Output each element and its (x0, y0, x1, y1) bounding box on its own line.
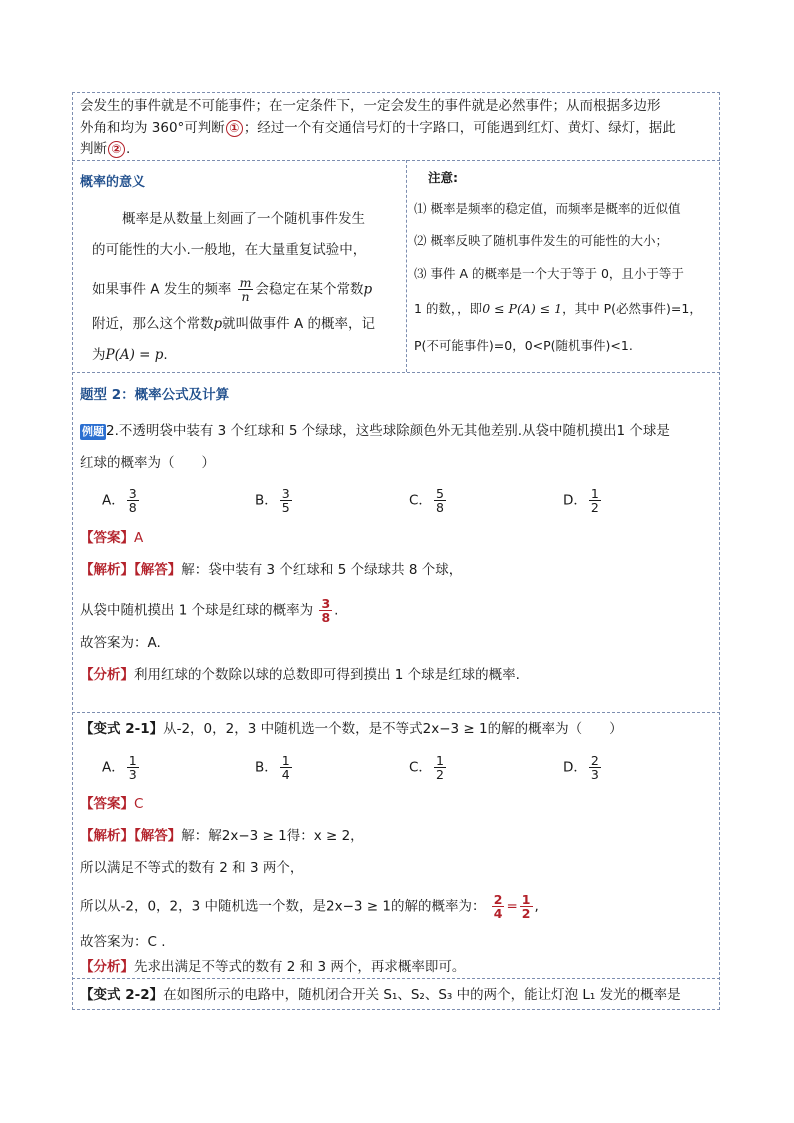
variant-2-1-fenxi: 【分析】先求出满足不等式的数有 2 和 3 两个，再求概率即可。 (80, 959, 466, 975)
variant-2-1-answer: 【答案】C (80, 796, 144, 812)
example-question-line-2: 红球的概率为（ ） (80, 455, 215, 471)
variant-2-1-solution-3: 所以从-2，0，2，3 中随机选一个数，是2x−3 ≥ 1的解的概率为： $\frac{2}{4}$ = $\frac{1}{2}$ , (80, 892, 539, 921)
variant-2-1-option-a: A． $\frac{1}{3}$ (102, 753, 137, 782)
example-solution-1: 【解析】【解答】解：袋中装有 3 个红球和 5 个绿球共 8 个球， (80, 562, 463, 578)
example-option-c: C． $\frac{5}{8}$ (409, 486, 444, 515)
note-5: P(不可能事件)=0，0<P(随机事件)<1. (414, 338, 633, 353)
fraction-2-4: $\frac{2}{4}$ (493, 892, 503, 921)
note-1: ⑴ 概率是频率的稳定值，而频率是概率的近似值 (414, 201, 681, 216)
variant-2-1-solution-2: 所以满足不等式的数有 2 和 3 两个， (80, 860, 304, 876)
variant-2-2-question: 【变式 2-2】在如图所示的电路中，随机闭合开关 S₁、S₂、S₃ 中的两个，能让灯泡 L₁ 发光的概率是 (80, 987, 681, 1003)
meaning-p4: 附近，那么这个常数p就叫做事件 A 的概率，记 (92, 316, 375, 332)
notes-heading: 注意: (428, 170, 458, 185)
note-2: ⑵ 概率反映了随机事件发生的可能性的大小； (414, 233, 668, 248)
example-solution-2: 从袋中随机摸出 1 个球是红球的概率为 $\frac{3}{8}$ . (80, 596, 339, 625)
divider (72, 978, 720, 979)
frequency-fraction: $\frac{m}{n}$ (239, 275, 252, 304)
example-question-line-1: 例题 2.不透明袋中装有 3 个红球和 5 个绿球，这些球除颜色外无其他差别.从袋中随机摸出1 个球是 (82, 423, 670, 439)
intro-line-3: 判断 ② . (80, 141, 131, 157)
meaning-p1: 概率是从数量上刻画了一个随机事件发生 (122, 211, 365, 227)
marker-2: ② (108, 141, 125, 158)
answer-fraction: $\frac{3}{8}$ (321, 596, 331, 625)
divider (72, 372, 720, 373)
meaning-p3: 如果事件 A 发生的频率 $\frac{m}{n}$ 会稳定在某个常数p (92, 275, 373, 304)
variant-2-1-question: 【变式 2-1】从-2，0，2，3 中随机选一个数，是不等式2x−3 ≥ 1的解的概率为（ ） (80, 721, 623, 737)
fraction-1-2: $\frac{1}{2}$ (521, 892, 531, 921)
variant-2-1-solution-4: 故答案为：C . (80, 934, 166, 950)
meaning-p5: 为P(A) = p. (92, 347, 168, 363)
divider (72, 160, 720, 161)
example-option-d: D． $\frac{1}{2}$ (563, 486, 599, 515)
example-tag: 例题 (82, 425, 104, 438)
note-4: 1 的数，，即0 ≤ P(A) ≤ 1，其中 P(必然事件)=1， (414, 301, 702, 316)
example-answer: 【答案】A (80, 530, 144, 546)
example-option-a: A． $\frac{3}{8}$ (102, 486, 137, 515)
meaning-p2: 的可能性的大小.一般地，在大量重复试验中， (92, 242, 367, 258)
example-fenxi: 【分析】利用红球的个数除以球的总数即可得到摸出 1 个球是红球的概率. (80, 667, 520, 683)
marker-1: ① (226, 120, 243, 137)
variant-2-1-solution-1: 【解析】【解答】解：解2x−3 ≥ 1得：x ≥ 2， (80, 828, 364, 844)
section-heading: 题型 2：概率公式及计算 (80, 387, 230, 403)
example-option-b: B． $\frac{3}{5}$ (255, 486, 290, 515)
variant-2-1-option-d: D． $\frac{2}{3}$ (563, 753, 599, 782)
note-3: ⑶ 事件 A 的概率是一个大于等于 0，且小于等于 (414, 266, 684, 281)
column-divider (406, 160, 407, 372)
variant-2-1-option-c: C． $\frac{1}{2}$ (409, 753, 444, 782)
intro-line-1: 会发生的事件就是不可能事件；在一定条件下，一定会发生的事件就是必然事件；从而根据多边形 (80, 98, 661, 114)
divider (72, 712, 720, 713)
example-solution-3: 故答案为：A. (80, 635, 161, 651)
intro-line-2: 外角和均为 360°可判断 ① ；经过一个有交通信号灯的十字路口，可能遇到红灯、黄灯、绿灯，据此 (80, 120, 676, 136)
variant-2-1-option-b: B． $\frac{1}{4}$ (255, 753, 290, 782)
meaning-heading: 概率的意义 (80, 175, 146, 190)
